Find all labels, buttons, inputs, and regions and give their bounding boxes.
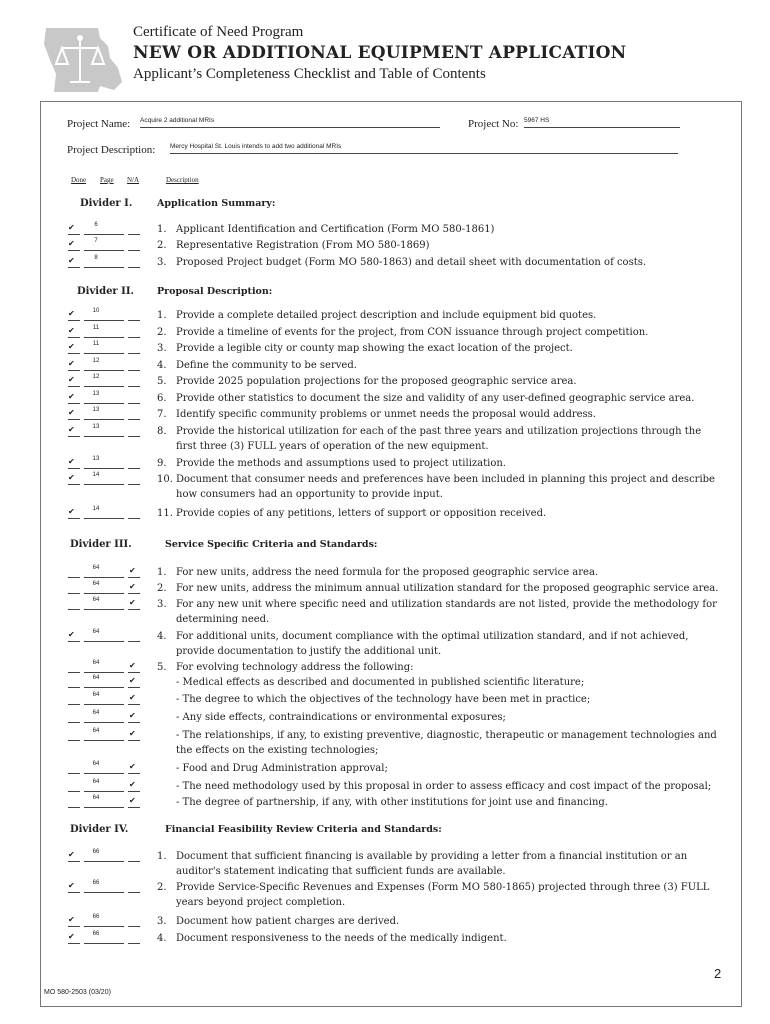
done-checkbox[interactable]: ✔ [68,881,75,890]
item-text-line: Provide a complete detailed project description and include equipment bid quotes. [176,310,597,321]
item-text [176,710,736,725]
blank-line [128,250,140,251]
blank-line [128,687,140,688]
na-checkbox[interactable]: ✔ [129,661,136,670]
item-text [176,391,736,406]
page-ref: 11 [92,325,100,331]
done-checkbox[interactable]: ✔ [68,256,75,265]
done-checkbox[interactable]: ✔ [68,392,75,401]
item-text-line: Provide the historical utilization for each of the past three years and utilization projections through the [176,426,702,437]
item-text-line: - The degree of partnership, if any, with other institutions for joint use and financing. [176,797,608,808]
divider-label: Divider II. [77,286,135,297]
item-number: 3. [157,599,167,610]
item-text-line: - The degree to which the objectives of the technology have been met in practice; [176,694,591,705]
section-title: Service Specific Criteria and Standards: [165,539,378,550]
blank-line [68,484,80,485]
blank-line [128,386,140,387]
project-description-label: Project Description: [67,144,156,156]
blank-line [68,370,80,371]
page-ref: 7 [94,238,98,244]
section-title: Financial Feasibility Review Criteria and Standards: [165,824,442,835]
item-text-line: Proposed Project budget (Form MO 580-1863) and detail sheet with documentation of costs. [176,257,647,268]
blank-line [68,704,80,705]
form-number: MO 580-2503 (03/20) [44,989,111,996]
done-checkbox[interactable]: ✔ [68,375,75,384]
blank-line [68,672,80,673]
item-text [176,565,736,580]
blank-line [84,320,124,321]
blank-line [128,370,140,371]
done-checkbox[interactable]: ✔ [68,342,75,351]
item-text [176,880,736,910]
blank-line [84,370,124,371]
na-checkbox[interactable]: ✔ [129,676,136,685]
blank-line [128,861,140,862]
blank-line [84,593,124,594]
done-checkbox[interactable]: ✔ [68,408,75,417]
blank-line [68,807,80,808]
page-ref: 64 [92,565,100,571]
blank-line [68,773,80,774]
project-description-field[interactable]: Mercy Hospital St. Louis intends to add two additional MRIs [170,143,678,154]
blank-line [68,419,80,420]
item-text-line: determining need. [176,614,270,625]
item-text-line: Provide other statistics to document the size and validity of any user-defined geographic service area. [176,393,695,404]
item-text-line: Document responsiveness to the needs of the medically indigent. [176,933,507,944]
blank-line [128,593,140,594]
item-text [176,255,736,270]
item-number: 4. [157,360,167,371]
blank-line [68,641,80,642]
blank-line [68,687,80,688]
item-text [176,675,736,690]
page-ref: 64 [92,581,100,587]
item-text-line: For new units, address the minimum annual utilization standard for the proposed geographic service area. [176,583,719,594]
blank-line [84,468,124,469]
section-title: Proposal Description: [157,286,273,297]
blank-line [68,436,80,437]
missouri-seal-logo [40,24,126,94]
blank-line [128,234,140,235]
item-text [176,341,736,356]
page-number: 2 [714,966,722,981]
page-ref: 64 [92,710,100,716]
item-text-line: Representative Registration (From MO 580-1869) [176,240,430,251]
done-checkbox[interactable]: ✔ [68,457,75,466]
item-text [176,779,736,794]
blank-line [84,518,124,519]
page-ref: 13 [92,424,100,430]
page-ref: 64 [92,660,100,666]
blank-line [84,861,124,862]
blank-line [128,320,140,321]
blank-line [128,577,140,578]
blank-line [128,740,140,741]
blank-line [128,403,140,404]
item-text [176,761,736,776]
item-text-line: Provide 2025 population projections for the proposed geographic service area. [176,376,577,387]
item-text [176,456,736,471]
blank-line [84,641,124,642]
na-checkbox[interactable]: ✔ [129,693,136,702]
item-number: 1. [157,851,167,862]
done-checkbox[interactable]: ✔ [68,223,75,232]
blank-line [68,353,80,354]
blank-line [84,687,124,688]
col-done: Done [71,176,87,184]
blank-line [128,609,140,610]
done-checkbox[interactable]: ✔ [68,507,75,516]
col-na: N/A [127,176,140,184]
blank-line [128,773,140,774]
blank-line [68,791,80,792]
blank-line [68,593,80,594]
page-ref: 14 [92,506,100,512]
item-number: 4. [157,631,167,642]
blank-line [84,484,124,485]
page-ref: 8 [94,255,98,261]
item-text [176,472,736,502]
form-title: NEW OR ADDITIONAL EQUIPMENT APPLICATION [133,43,627,63]
done-checkbox[interactable]: ✔ [68,932,75,941]
item-text-line: Define the community to be served. [176,360,357,371]
blank-line [68,403,80,404]
item-number: 3. [157,916,167,927]
blank-line [68,386,80,387]
blank-line [84,926,124,927]
blank-line [84,740,124,741]
page-ref: 10 [92,308,100,314]
section-title: Application Summary: [157,198,276,209]
blank-line [128,926,140,927]
item-number: 2. [157,882,167,893]
blank-line [84,234,124,235]
page-ref: 66 [92,931,100,937]
blank-line [68,518,80,519]
blank-line [68,943,80,944]
item-number: 3. [157,257,167,268]
blank-line [84,250,124,251]
item-text-line: the effects on the existing technologies; [176,745,379,756]
item-number: 1. [157,310,167,321]
page-ref: 11 [92,341,100,347]
item-text [176,931,736,946]
item-text-line: - Medical effects as described and documented in published scientific literature; [176,677,585,688]
project-name-field[interactable]: Acquire 2 additional MRIs [140,117,440,128]
item-text-line: - The relationships, if any, to existing preventive, diagnostic, therapeutic or management technologies and [176,730,717,741]
blank-line [84,892,124,893]
divider-label: Divider I. [80,198,133,209]
na-checkbox[interactable]: ✔ [129,780,136,789]
done-checkbox[interactable]: ✔ [68,309,75,318]
blank-line [68,337,80,338]
item-text-line: provide documentation to justify the additional unit. [176,646,442,657]
item-text [176,222,736,237]
page-ref: 64 [92,675,100,681]
item-text-line: Applicant Identification and Certification (Form MO 580-1861) [176,224,495,235]
blank-line [84,577,124,578]
page-ref: 64 [92,761,100,767]
blank-line [68,320,80,321]
item-number: 6. [157,393,167,404]
na-checkbox[interactable]: ✔ [129,762,136,771]
col-page: Page [100,176,114,184]
project-name-label: Project Name: [67,118,131,130]
item-text-line: - Any side effects, contraindications or environmental exposures; [176,712,506,723]
blank-line [128,892,140,893]
form-subtitle: Applicant’s Completeness Checklist and Table of Contents [133,66,486,82]
done-checkbox[interactable]: ✔ [68,630,75,639]
page-ref: 14 [92,472,100,478]
blank-line [128,807,140,808]
na-checkbox[interactable]: ✔ [129,729,136,738]
item-text-line: Document how patient charges are derived. [176,916,400,927]
page-ref: 12 [92,358,100,364]
item-number: 7. [157,409,167,420]
page-ref: 64 [92,728,100,734]
blank-line [68,577,80,578]
item-text [176,374,736,389]
blank-line [84,791,124,792]
done-checkbox[interactable]: ✔ [68,915,75,924]
done-checkbox[interactable]: ✔ [68,425,75,434]
na-checkbox[interactable]: ✔ [129,566,136,575]
page-ref: 66 [92,849,100,855]
blank-line [128,484,140,485]
done-checkbox[interactable]: ✔ [68,326,75,335]
blank-line [84,722,124,723]
blank-line [68,250,80,251]
blank-line [128,267,140,268]
item-text [176,728,736,758]
blank-line [128,419,140,420]
item-text [176,660,736,675]
item-number: 3. [157,343,167,354]
done-checkbox[interactable]: ✔ [68,239,75,248]
na-checkbox[interactable]: ✔ [129,582,136,591]
item-text-line: Provide Service-Specific Revenues and Expenses (Form MO 580-1865) projected through three (3) FULL [176,882,710,893]
item-text-line: For new units, address the need formula for the proposed geographic service area. [176,567,599,578]
blank-line [68,740,80,741]
blank-line [128,518,140,519]
item-number: 10. [157,474,173,485]
col-description: Description [166,176,199,184]
item-text [176,795,736,810]
blank-line [128,337,140,338]
item-text-line: For evolving technology address the following: [176,662,414,673]
blank-line [68,861,80,862]
blank-line [68,926,80,927]
program-name: Certificate of Need Program [133,24,304,40]
item-text [176,914,736,929]
blank-line [128,436,140,437]
item-text [176,849,736,879]
blank-line [128,704,140,705]
item-text [176,325,736,340]
item-number: 1. [157,224,167,235]
blank-line [84,609,124,610]
blank-line [84,943,124,944]
item-text-line: Provide a timeline of events for the project, from CON issuance through project competition. [176,327,649,338]
blank-line [128,943,140,944]
page-ref: 64 [92,629,100,635]
item-text-line: Identify specific community problems or unmet needs the proposal would address. [176,409,596,420]
item-text-line: years beyond project completion. [176,897,346,908]
item-number: 8. [157,426,167,437]
item-text-line: Document that consumer needs and preferences have been included in planning this project and describe [176,474,715,485]
blank-line [68,234,80,235]
item-text [176,358,736,373]
blank-line [68,468,80,469]
blank-line [128,791,140,792]
item-text-line: Provide the methods and assumptions used to project utilization. [176,458,506,469]
page-ref: 64 [92,597,100,603]
item-number: 2. [157,327,167,338]
item-text [176,692,736,707]
divider-label: Divider III. [70,539,132,550]
done-checkbox[interactable]: ✔ [68,473,75,482]
item-text-line: - The need methodology used by this proposal in order to assess efficacy and cost impact of the proposal; [176,781,712,792]
blank-line [68,609,80,610]
blank-line [68,892,80,893]
page-ref: 66 [92,880,100,886]
item-text [176,629,736,659]
item-text-line: For any new unit where specific need and utilization standards are not listed, provide the methodology for [176,599,717,610]
item-text [176,308,736,323]
page-ref: 6 [94,222,98,228]
page-ref: 66 [92,914,100,920]
page-ref: 13 [92,407,100,413]
page-ref: 12 [92,374,100,380]
blank-line [84,807,124,808]
item-text-line: Provide a legible city or county map showing the exact location of the project. [176,343,573,354]
item-number: 2. [157,583,167,594]
item-text-line: first three (3) FULL years of operation of the new equipment. [176,441,489,452]
item-text-line: auditor's statement indicating that sufficient funds are available. [176,866,506,877]
blank-line [128,468,140,469]
item-number: 5. [157,376,167,387]
blank-line [68,722,80,723]
page-ref: 64 [92,795,100,801]
item-text-line: - Food and Drug Administration approval; [176,763,388,774]
done-checkbox[interactable]: ✔ [68,850,75,859]
na-checkbox[interactable]: ✔ [129,711,136,720]
blank-line [84,267,124,268]
item-text [176,424,736,454]
blank-line [128,672,140,673]
blank-line [84,386,124,387]
blank-line [84,704,124,705]
blank-line [84,672,124,673]
page-ref: 64 [92,779,100,785]
blank-line [84,436,124,437]
blank-line [84,773,124,774]
item-text [176,238,736,253]
item-text-line: For additional units, document compliance with the optimal utilization standard, and if not achieved, [176,631,689,642]
na-checkbox[interactable]: ✔ [129,598,136,607]
item-text [176,407,736,422]
project-no-label: Project No: [468,118,519,130]
item-number: 11. [157,508,173,519]
item-text [176,597,736,627]
item-number: 1. [157,567,167,578]
na-checkbox[interactable]: ✔ [129,796,136,805]
page-ref: 13 [92,456,100,462]
item-number: 5. [157,662,167,673]
page-ref: 64 [92,692,100,698]
blank-line [68,267,80,268]
blank-line [84,403,124,404]
item-text-line: how consumers had an opportunity to provide input. [176,489,443,500]
item-number: 4. [157,933,167,944]
item-text-line: Document that sufficient financing is available by providing a letter from a financial institution or an [176,851,688,862]
blank-line [84,353,124,354]
project-no-field[interactable]: 5967 HS [524,117,680,128]
item-text [176,581,736,596]
item-text [176,506,736,521]
blank-line [128,641,140,642]
page-ref: 13 [92,391,100,397]
blank-line [84,419,124,420]
blank-line [128,722,140,723]
item-text-line: Provide copies of any petitions, letters of support or opposition received. [176,508,547,519]
blank-line [84,337,124,338]
blank-line [128,353,140,354]
divider-label: Divider IV. [70,824,129,835]
item-number: 9. [157,458,167,469]
done-checkbox[interactable]: ✔ [68,359,75,368]
item-number: 2. [157,240,167,251]
